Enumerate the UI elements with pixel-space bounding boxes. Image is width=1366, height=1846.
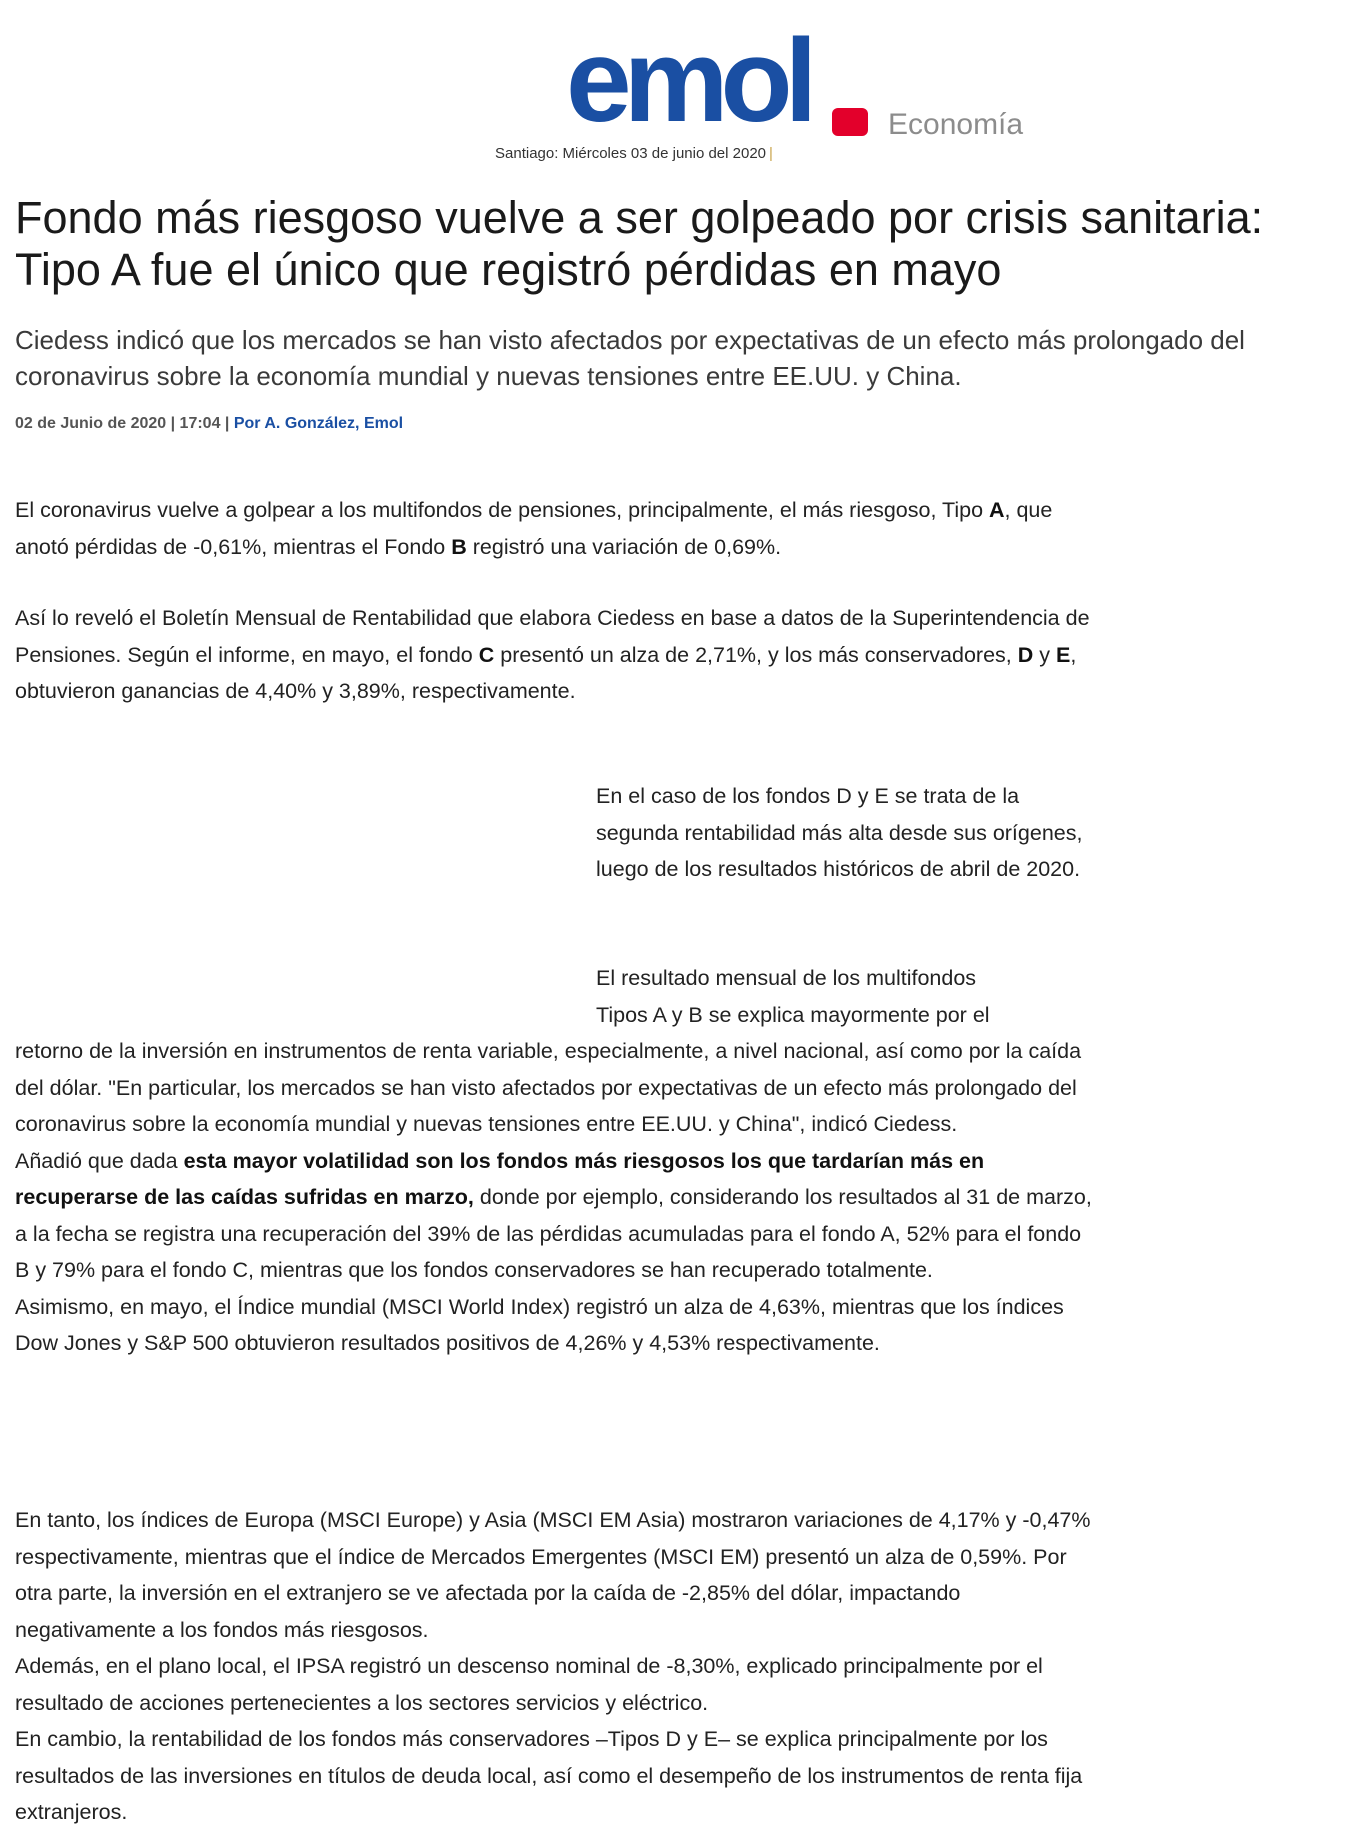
emol-logo[interactable]: emol xyxy=(566,15,810,147)
dateline-separator: | xyxy=(769,145,773,162)
paragraph-text: Asimismo, en mayo, el Índice mundial (MSCI World Index) registró un alza de 4,63%, mientras que los índices Dow Jones y S&P 500 obtuvieron resultados positivos de 4,26% y 4,53% respectivamente. xyxy=(15,1294,1064,1355)
article-paragraph-2 xyxy=(15,600,1095,710)
dateline-text: Santiago: Miércoles 03 de junio del 2020 xyxy=(495,145,767,162)
text: registró una variación de 0,69%. xyxy=(466,534,782,559)
highlight-bold: esta mayor volatilidad son los fondos más riesgosos los que tardarían más en recuperarse de las caídas sufridas en marzo, xyxy=(15,1148,985,1209)
text: Así lo reveló el Boletín Mensual de Rentabilidad que elabora Ciedess en base a datos de la Superintendencia de Pensiones. Según el informe, en mayo, el fondo xyxy=(15,606,1090,667)
byline xyxy=(15,415,403,433)
fund-a-bold: A xyxy=(989,498,1005,522)
text: Añadió que dada xyxy=(15,1148,184,1173)
text: , que anotó pérdidas de -0,61%, mientras el Fondo xyxy=(15,498,1053,559)
byline-date: 02 de Junio de 2020 | 17:04 | xyxy=(15,415,230,432)
paragraph-text: En tanto, los índices de Europa (MSCI Europe) y Asia (MSCI EM Asia) mostraron variaciones de 4,17% y -0,47% respectivamente, mientras que el índice de Mercados Emergentes (MSCI EM) presentó un alza de 0,59%. Por otra parte, la inversión en el extranjero se ve afectada por la caída de -2,85% del dólar, impactando negativamente a los fondos más riesgosos. xyxy=(15,1508,1091,1642)
paragraph-text: En cambio, la rentabilidad de los fondos más conservadores –Tipos D y E– se explica principalmente por los resultados de las inversiones en títulos de deuda local, así como el desempeño de los instrumentos de renta fija extranjeros. xyxy=(15,1727,1083,1824)
indented-line-1: El resultado mensual de los multifondos xyxy=(596,966,977,990)
section-label[interactable]: Economía xyxy=(888,108,1024,141)
text: presentó un alza de 2,71%, y los más conservadores, xyxy=(494,642,1018,667)
article-headline: Fondo más riesgoso vuelve a ser golpeado por crisis sanitaria: Tipo A fue el único que registró pérdidas en mayo xyxy=(15,192,1264,295)
paragraph-text: Además, en el plano local, el IPSA registró un descenso nominal de -8,30%, explicado principalmente por el resultado de acciones pertenecientes a los sectores servicios y eléctrico. xyxy=(15,1654,1043,1715)
article-paragraph-group-5 xyxy=(15,1502,1095,1831)
article-paragraph-1 xyxy=(15,492,1095,565)
site-header xyxy=(0,0,1366,170)
article-subheadline: Ciedess indicó que los mercados se han visto afectados por expectativas de un efecto más prolongado del coronavirus sobre la economía mundial y nuevas tensiones entre EE.UU. y China. xyxy=(15,325,1245,391)
text: , obtuvieron ganancias de 4,40% y 3,89%, respectivamente. xyxy=(15,642,1077,703)
fund-e-bold: E xyxy=(1055,642,1071,667)
indented-line-2: Tipos A y B se explica mayormente por el xyxy=(596,1002,990,1027)
article-paragraph-group-4 xyxy=(15,960,1095,1362)
logo-dot-icon xyxy=(832,108,868,136)
fund-d-bold: D xyxy=(1017,642,1034,667)
text: donde por ejemplo, considerando los resultados al 31 de marzo, a la fecha se registra una recuperación del 39% de las pérdidas acumuladas para el fondo A, 52% para el fondo B y 79% para el fondo C, mientras que los fondos conservadores se han recuperado totalmente. xyxy=(15,1185,1092,1282)
paragraph-text: En el caso de los fondos D y E se trata de la segunda rentabilidad más alta desde sus orígenes, luego de los resultados históricos de abril de 2020. xyxy=(596,784,1083,881)
text: El coronavirus vuelve a golpear a los multifondos de pensiones, principalmente, el más riesgoso, Tipo xyxy=(15,498,989,522)
fund-c-bold: C xyxy=(478,642,495,667)
article-paragraph-3 xyxy=(596,778,1096,888)
fund-b-bold: B xyxy=(451,534,467,559)
paragraph-text: retorno de la inversión en instrumentos de renta variable, especialmente, a nivel nacional, así como por la caída del dólar. "En particular, los mercados se han visto afectados por expectativas de un efecto más prolongado del coronavirus sobre la economía mundial y nuevas tensiones entre EE.UU. y China", indicó Ciedess. xyxy=(15,1039,1082,1136)
byline-author-link[interactable]: Por A. González, Emol xyxy=(233,415,404,432)
text: y xyxy=(1033,642,1056,667)
dateline xyxy=(495,145,773,162)
